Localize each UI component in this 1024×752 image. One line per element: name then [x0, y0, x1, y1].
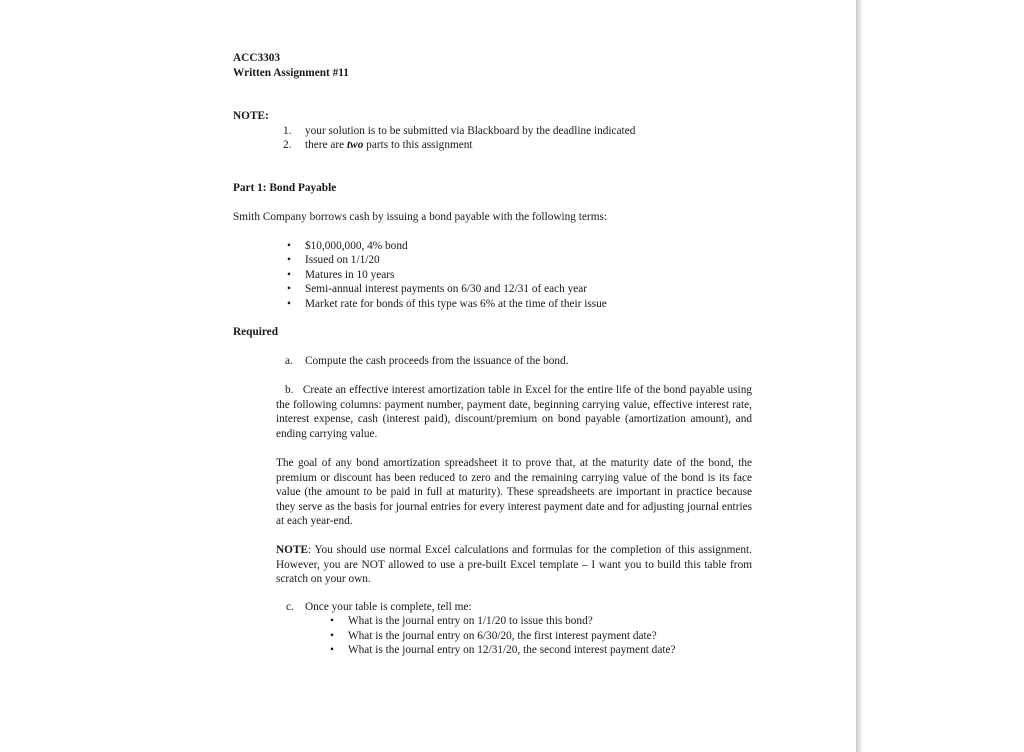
- part1-intro: Smith Company borrows cash by issuing a bond payable with the following terms:: [233, 211, 608, 223]
- bond-term-item: • Semi-annual interest payments on 6/30 and 12/31 of each year: [305, 282, 587, 297]
- item-b-letter: b.: [285, 384, 294, 396]
- journal-question-item: • What is the journal entry on 1/1/20 to issue this bond?: [348, 614, 593, 629]
- note-item-1-number: 1.: [283, 125, 292, 137]
- note-item-2-number: 2.: [283, 139, 292, 151]
- excel-note-label: NOTE: [276, 544, 309, 556]
- assignment-title: Written Assignment #11: [233, 67, 349, 79]
- course-code: ACC3303: [233, 52, 281, 64]
- bond-term-item: • Market rate for bonds of this type was 6% at the time of their issue: [305, 297, 607, 312]
- item-a-letter: a.: [285, 355, 293, 367]
- item-a-text: Compute the cash proceeds from the issuance of the bond.: [305, 355, 569, 367]
- note-item-1-text: your solution is to be submitted via Blackboard by the deadline indicated: [305, 125, 636, 137]
- journal-question-item: • What is the journal entry on 6/30/20, the first interest payment date?: [348, 629, 657, 644]
- note-heading: NOTE:: [233, 110, 269, 122]
- goal-paragraph: The goal of any bond amortization spreadsheet it to prove that, at the maturity date of the bond, the premium or discount has been reduced to zero and the remaining carrying value of the bond is its face value (the amount to be paid in full at maturity). These spreadsheets are important in practice because they serve as the basis for journal entries for every interest payment date and for adjusting journal entries at each year-end.: [276, 457, 752, 528]
- note-item-2-text: there are two parts to this assignment: [305, 139, 473, 151]
- excel-note-text: : You should use normal Excel calculations and formulas for the completion of this assignment. However, you are NOT allowed to use a pre-built Excel template – I want you to build this table from scratch on your own.: [276, 544, 752, 586]
- item-c-text: Once your table is complete, tell me:: [305, 601, 472, 613]
- bond-term-item: • $10,000,000, 4% bond: [305, 239, 408, 254]
- journal-question-item: • What is the journal entry on 12/31/20, the second interest payment date?: [348, 643, 676, 658]
- part1-heading: Part 1: Bond Payable: [233, 182, 337, 194]
- emphasis-two: two: [347, 139, 364, 151]
- bond-term-item: • Matures in 10 years: [305, 268, 394, 283]
- excel-note-paragraph: [276, 543, 752, 587]
- bond-term-item: • Issued on 1/1/20: [305, 253, 380, 268]
- item-b: [276, 383, 752, 441]
- item-b-text: Create an effective interest amortization table in Excel for the entire life of the bond payable using the following columns: payment number, payment date, beginning carrying value, effective interest rate, interest expense, cash (interest paid), discount/premium on bond payable (amortization amount), and ending carrying value.: [276, 384, 752, 440]
- required-heading: Required: [233, 326, 278, 338]
- viewer-margin: [862, 0, 1024, 752]
- item-c-letter: c.: [286, 601, 294, 613]
